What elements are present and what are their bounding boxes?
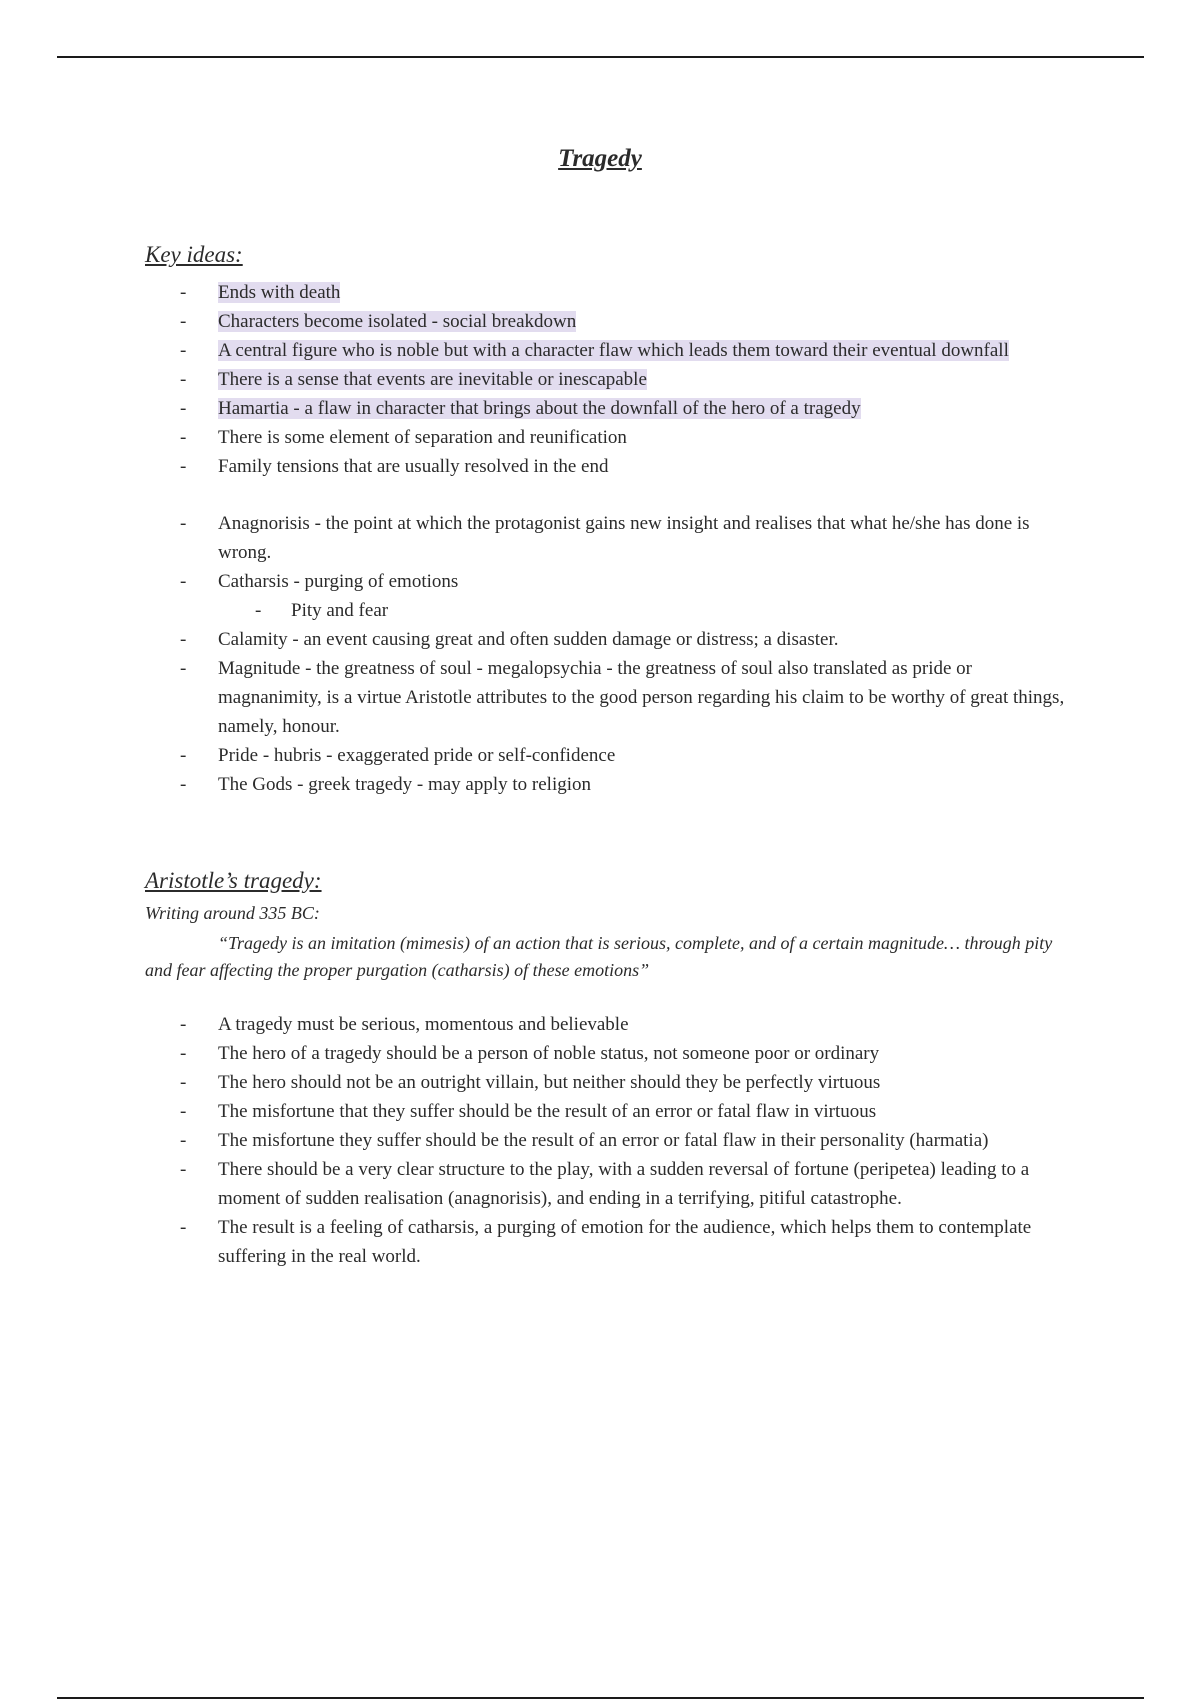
aristotle-intro: Writing around 335 BC: <box>145 903 320 923</box>
list-item: - Family tensions that are usually resolved in the end <box>180 456 609 477</box>
list-item: - Pride - hubris - exaggerated pride or self-confidence <box>180 745 616 766</box>
list-item: - Catharsis - purging of emotions <box>180 571 459 592</box>
list-item: - Hamartia - a flaw in character that brings about the downfall of the hero of a tragedy <box>180 398 861 419</box>
list-item: - Ends with death <box>180 282 341 303</box>
aristotle-quote: “Tragedy is an imitation (mimesis) of an action that is serious, complete, and of a certain magnitude… through pity and fear affecting the proper purgation (catharsis) of these emotions” <box>145 933 1053 980</box>
list-item: - A tragedy must be serious, momentous and believable <box>180 1014 629 1035</box>
aristotle-list <box>145 1010 1065 1271</box>
list-item: - The hero of a tragedy should be a person of noble status, not someone poor or ordinary <box>180 1043 880 1064</box>
list-item: - Characters become isolated - social breakdown <box>180 311 577 332</box>
page-title: Tragedy <box>558 145 642 172</box>
top-rule <box>57 56 1144 58</box>
list-item: - The Gods - greek tragedy - may apply to religion <box>180 774 592 795</box>
list-item: - Magnitude - the greatness of soul - megalopsychia - the greatness of soul also translated as pride or magnanimity, is a virtue Aristotle attributes to the good person regarding his claim to be worthy of great things, namely, honour. <box>180 658 1065 737</box>
list-item: - Anagnorisis - the point at which the protagonist gains new insight and realises that what he/she has done is wrong. <box>180 513 1030 563</box>
list-item: - The misfortune they suffer should be the result of an error or fatal flaw in their personality (harmatia) <box>180 1130 989 1151</box>
list-item: - The result is a feeling of catharsis, a purging of emotion for the audience, which helps them to contemplate suffering in the real world. <box>180 1217 1032 1267</box>
list-item: - The misfortune that they suffer should be the result of an error or fatal flaw in virtuous <box>180 1101 877 1122</box>
sub-list-item: - Pity and fear <box>255 600 389 621</box>
list-item: - There is a sense that events are inevitable or inescapable <box>180 369 647 390</box>
list-item: - Calamity - an event causing great and often sudden damage or distress; a disaster. <box>180 629 839 650</box>
list-item: - A central figure who is noble but with a character flaw which leads them toward their eventual downfall <box>180 340 1009 361</box>
bottom-rule <box>57 1697 1144 1699</box>
list-item: - There is some element of separation and reunification <box>180 427 627 448</box>
list-item: - There should be a very clear structure to the play, with a sudden reversal of fortune (peripetea) leading to a moment of sudden realisation (anagnorisis), and ending in a terrifying, pitiful catastrophe. <box>180 1159 1030 1209</box>
list-item: - The hero should not be an outright villain, but neither should they be perfectly virtuous <box>180 1072 881 1093</box>
key-ideas-list <box>145 278 1065 799</box>
key-ideas-heading: Key ideas: <box>145 242 243 267</box>
aristotle-heading: Aristotle’s tragedy: <box>145 868 322 893</box>
